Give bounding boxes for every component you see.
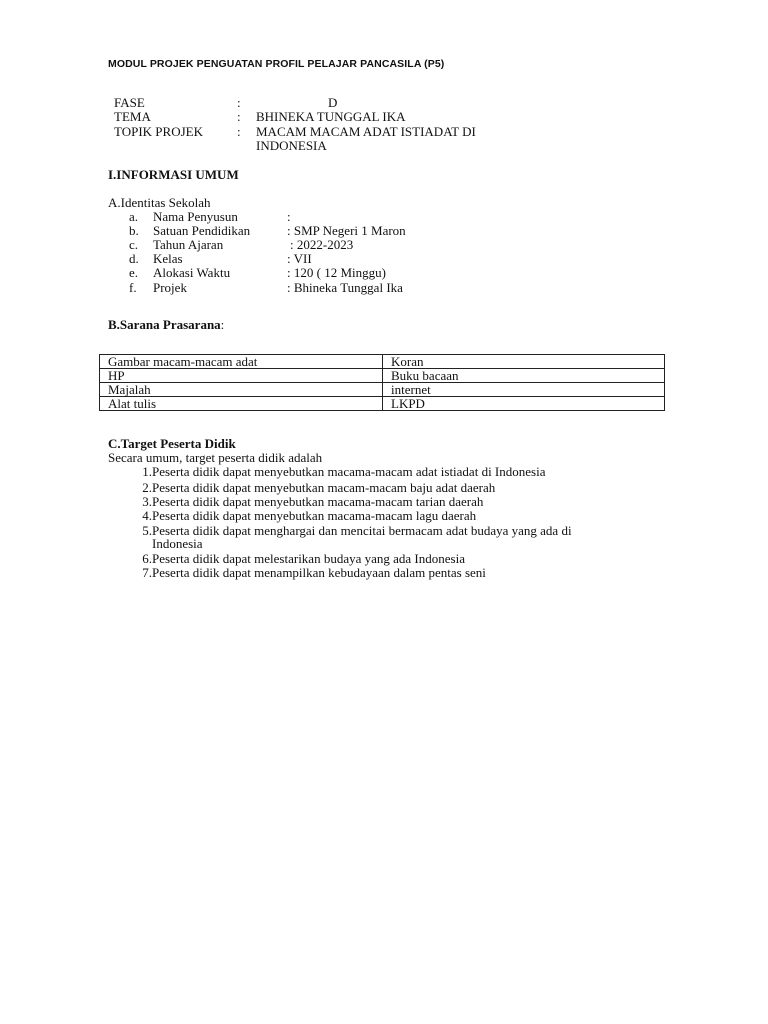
- table-row: [100, 397, 665, 411]
- list-item-number: 6.: [142, 551, 152, 566]
- identitas-value: : 2022-2023: [290, 237, 354, 252]
- meta-tema-label: TEMA: [114, 109, 151, 124]
- identitas-label: Tahun Ajaran: [153, 237, 224, 252]
- identitas-letter: e.: [129, 265, 139, 280]
- list-item-text: Peserta didik dapat menampilkan kebudayaan dalam pentas seni: [152, 565, 486, 580]
- identitas-label: Kelas: [153, 251, 183, 266]
- list-item-number: 5.: [142, 523, 152, 538]
- identitas-value: : SMP Negeri 1 Maron: [287, 223, 406, 238]
- identitas-label: Nama Penyusun: [153, 209, 238, 224]
- list-item-text-continuation: Indonesia: [152, 536, 203, 551]
- identitas-value: : 120 ( 12 Minggu): [287, 265, 386, 280]
- document-title: MODUL PROJEK PENGUATAN PROFIL PELAJAR PANCASILA (P5): [108, 58, 445, 70]
- list-item-text: Peserta didik dapat menyebutkan macam-macam baju adat daerah: [152, 480, 496, 495]
- table-row: [100, 383, 665, 397]
- table-cell: Koran: [383, 355, 665, 369]
- meta-fase-sep: :: [237, 95, 241, 110]
- table-cell: internet: [383, 383, 665, 397]
- table-cell: Buku bacaan: [383, 369, 665, 383]
- identitas-label: Alokasi Waktu: [153, 265, 231, 280]
- list-item: [108, 465, 668, 481]
- meta-tema-sep: :: [237, 109, 241, 124]
- sarana-title-colon: :: [220, 317, 225, 332]
- meta-topik-value-line2: INDONESIA: [256, 138, 327, 153]
- sarana-title-line: [108, 318, 224, 332]
- meta-topik-label: TOPIK PROJEK: [114, 124, 203, 139]
- meta-topik-value: MACAM MACAM ADAT ISTIADAT DI: [256, 124, 476, 139]
- list-item-text: Peserta didik dapat melestarikan budaya yang ada Indonesia: [152, 551, 465, 566]
- identitas-letter: c.: [129, 237, 139, 252]
- list-item: [108, 524, 668, 552]
- list-item-number: 3.: [142, 494, 152, 509]
- table-cell: Gambar macam-macam adat: [100, 355, 383, 369]
- list-item-text: Peserta didik dapat menghargai dan mencitai bermacam adat budaya yang ada di: [152, 523, 572, 538]
- identitas-value: :: [287, 209, 291, 224]
- list-item-text: Peserta didik dapat menyebutkan macama-macam adat istiadat di Indonesia: [152, 464, 546, 479]
- table-cell: Majalah: [100, 383, 383, 397]
- list-item: [108, 552, 668, 566]
- identitas-value: : VII: [287, 251, 312, 266]
- list-item-text: Peserta didik dapat menyebutkan macama-macam tarian daerah: [152, 494, 484, 509]
- meta-fase-label: FASE: [114, 95, 145, 110]
- target-list: [108, 465, 668, 580]
- meta-topik-sep: :: [237, 124, 241, 139]
- list-item: [108, 495, 668, 509]
- identitas-value: : Bhineka Tunggal Ika: [287, 280, 403, 295]
- table-cell: Alat tulis: [100, 397, 383, 411]
- list-item-number: 7.: [142, 565, 152, 580]
- list-item: [108, 509, 668, 524]
- table-row: [100, 355, 665, 369]
- sarana-table: [99, 354, 665, 411]
- identitas-letter: f.: [129, 280, 137, 295]
- meta-tema-value: BHINEKA TUNGGAL IKA: [256, 109, 406, 124]
- list-item-number: 1.: [142, 464, 152, 479]
- table-cell: HP: [100, 369, 383, 383]
- list-item-number: 4.: [142, 508, 152, 523]
- identitas-label: Projek: [153, 280, 187, 295]
- meta-fase-value: D: [328, 95, 338, 110]
- identitas-letter: b.: [129, 223, 139, 238]
- section-informasi-umum-title: I.INFORMASI UMUM: [108, 167, 239, 182]
- identitas-title: A.Identitas Sekolah: [108, 195, 211, 210]
- identitas-letter: a.: [129, 209, 139, 224]
- list-item-text: Peserta didik dapat menyebutkan macama-macam lagu daerah: [152, 508, 477, 523]
- list-item-number: 2.: [142, 480, 152, 495]
- identitas-letter: d.: [129, 251, 139, 266]
- table-row: [100, 369, 665, 383]
- table-cell: LKPD: [383, 397, 665, 411]
- list-item: [108, 566, 668, 580]
- target-intro: Secara umum, target peserta didik adalah: [108, 450, 323, 465]
- identitas-label: Satuan Pendidikan: [153, 223, 251, 238]
- list-item: [108, 481, 668, 495]
- sarana-title: B.Sarana Prasarana: [108, 317, 221, 332]
- target-title: C.Target Peserta Didik: [108, 436, 236, 451]
